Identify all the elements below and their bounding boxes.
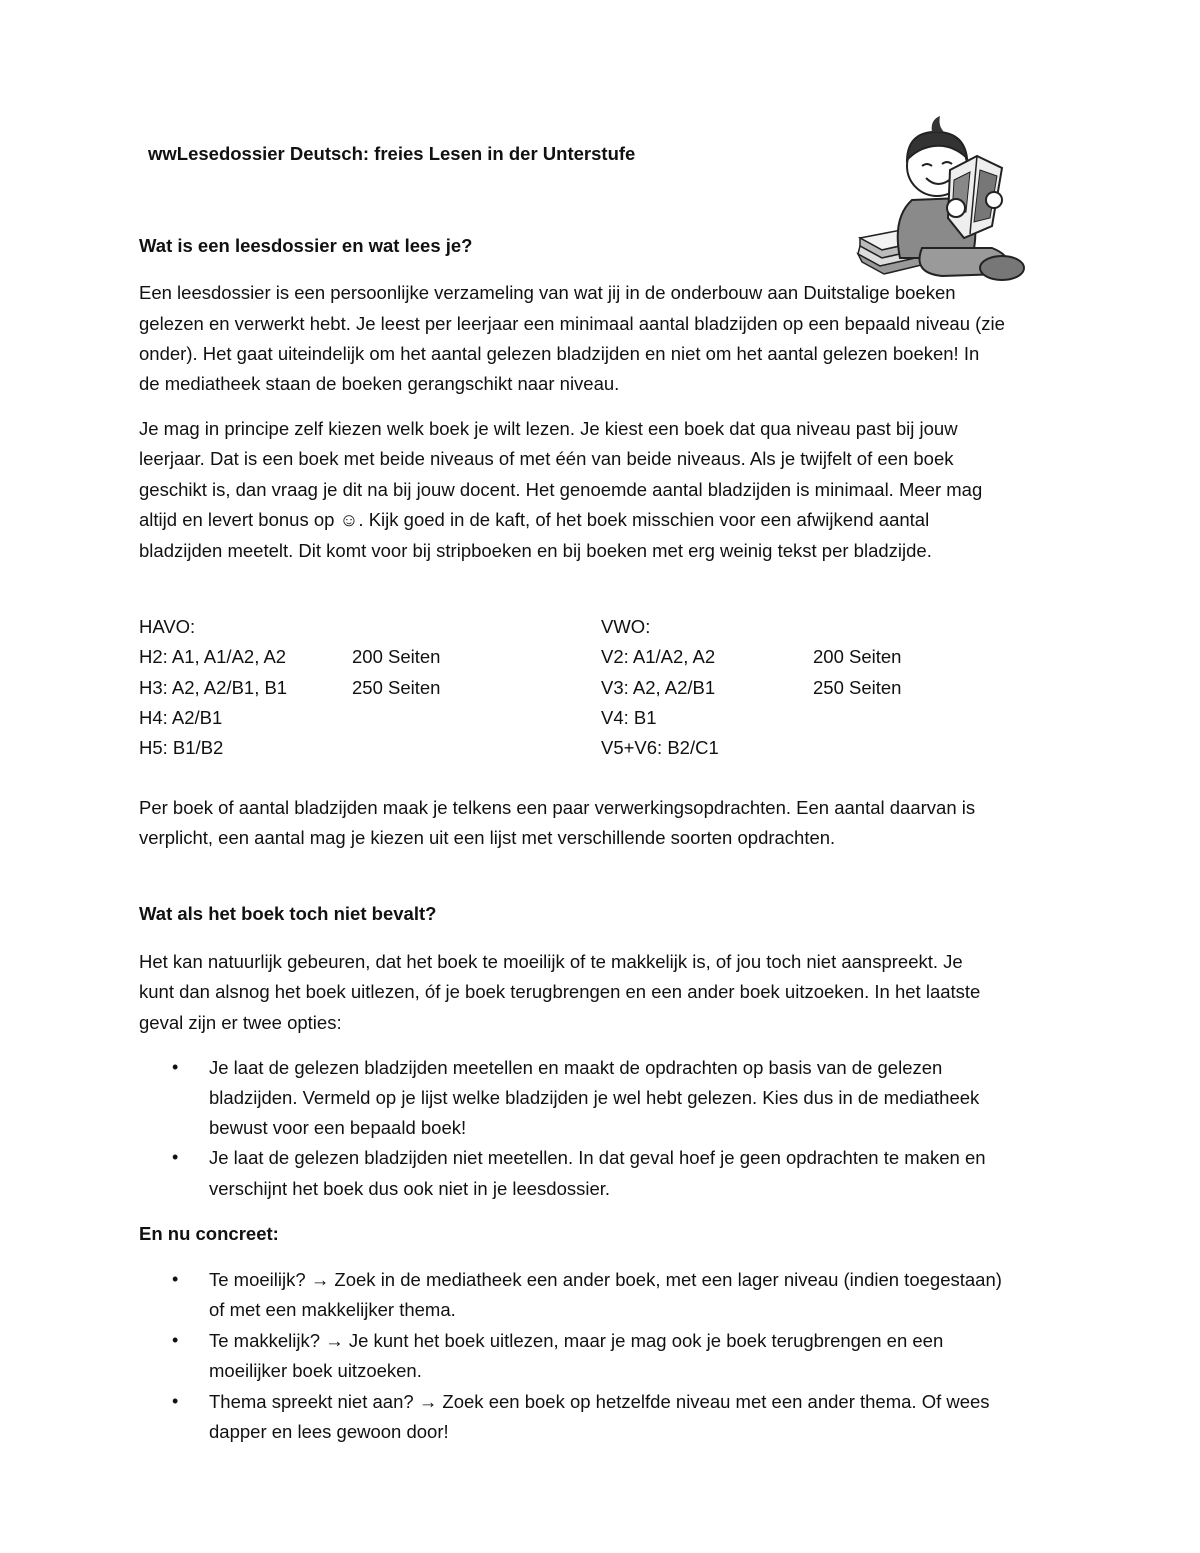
vwo-level: V3: A2, A2/B1 — [601, 677, 716, 698]
paragraph-line: geschikt is, dan vraag je dit na bij jouw docent. Het genoemde aantal bladzijden is minimaal. Meer mag — [139, 479, 983, 500]
havo-level: H4: A2/B1 — [139, 707, 223, 728]
havo-level: H2: A1, A1/A2, A2 — [139, 646, 287, 667]
list-item: dapper en lees gewoon door! — [209, 1421, 449, 1442]
list-item: verschijnt het boek dus ook niet in je leesdossier. — [209, 1178, 611, 1199]
bullet-marker: • — [172, 1330, 179, 1350]
vwo-level: V4: B1 — [601, 707, 657, 728]
list-item: bewust voor een bepaald boek! — [209, 1117, 467, 1138]
paragraph-line: onder). Het gaat uiteindelijk om het aantal gelezen bladzijden en niet om het aantal gelezen boeken! In — [139, 343, 980, 364]
bullet-marker: • — [172, 1391, 179, 1411]
vwo-pages: 200 Seiten — [813, 646, 902, 667]
havo-pages: 200 Seiten — [352, 646, 441, 667]
bullet-marker: • — [172, 1269, 179, 1289]
paragraph-line: Per boek of aantal bladzijden maak je telkens een paar verwerkingsopdrachten. Een aantal daarvan is — [139, 797, 976, 818]
paragraph-line: gelezen en verwerkt hebt. Je leest per leerjaar een minimaal aantal bladzijden op een bepaald niveau (zie — [139, 313, 1005, 334]
bullet-marker: • — [172, 1057, 179, 1077]
vwo-level: V5+V6: B2/C1 — [601, 737, 719, 758]
paragraph-line: altijd en levert bonus op ☺. Kijk goed in de kaft, of het boek misschien voor een afwijkend aantal — [139, 509, 930, 530]
list-item: Te moeilijk? → Zoek in de mediatheek een ander boek, met een lager niveau (indien toegestaan) — [209, 1269, 1002, 1290]
list-item: Thema spreekt niet aan? → Zoek een boek op hetzelfde niveau met een ander thema. Of wees — [209, 1391, 990, 1412]
paragraph-line: geval zijn er twee opties: — [139, 1012, 342, 1033]
vwo-level: V2: A1/A2, A2 — [601, 646, 716, 667]
document-title: wwLesedossier Deutsch: freies Lesen in der Unterstufe — [148, 143, 636, 164]
list-item: of met een makkelijker thema. — [209, 1299, 456, 1320]
paragraph-line: leerjaar. Dat is een boek met beide niveaus of met één van beide niveaus. Als je twijfelt of een boek — [139, 448, 954, 469]
paragraph-line: Je mag in principe zelf kiezen welk boek je wilt lezen. Je kiest een boek dat qua niveau past bij jouw — [139, 418, 958, 439]
paragraph-line: Een leesdossier is een persoonlijke verzameling van wat jij in de onderbouw aan Duitstalige boeken — [139, 282, 956, 303]
list-item: Te makkelijk? → Je kunt het boek uitlezen, maar je mag ook je boek terugbrengen en een — [209, 1330, 944, 1351]
list-item: Je laat de gelezen bladzijden niet meetellen. In dat geval hoef je geen opdrachten te maken en — [209, 1147, 986, 1168]
section-heading: En nu concreet: — [139, 1223, 279, 1244]
reading-child-illustration — [852, 108, 1032, 286]
list-item: moeilijker boek uitzoeken. — [209, 1360, 422, 1381]
paragraph-line: kunt dan alsnog het boek uitlezen, óf je boek terugbrengen en een ander boek uitzoeken. In het laatste — [139, 981, 981, 1002]
vwo-label: VWO: — [601, 616, 651, 637]
bullet-marker: • — [172, 1147, 179, 1167]
paragraph-line: Het kan natuurlijk gebeuren, dat het boek te moeilijk of te makkelijk is, of jou toch niet aanspreekt. Je — [139, 951, 963, 972]
section-heading: Wat is een leesdossier en wat lees je? — [139, 235, 473, 256]
havo-level: H3: A2, A2/B1, B1 — [139, 677, 288, 698]
list-item: bladzijden. Vermeld op je lijst welke bladzijden je wel hebt gelezen. Kies dus in de mediatheek — [209, 1087, 980, 1108]
havo-label: HAVO: — [139, 616, 196, 637]
list-item: Je laat de gelezen bladzijden meetellen en maakt de opdrachten op basis van de gelezen — [209, 1057, 943, 1078]
vwo-pages: 250 Seiten — [813, 677, 902, 698]
paragraph-line: de mediatheek staan de boeken gerangschikt naar niveau. — [139, 373, 620, 394]
paragraph-line: bladzijden meetelt. Dit komt voor bij stripboeken en bij boeken met erg weinig tekst per bladzijde. — [139, 540, 932, 561]
havo-pages: 250 Seiten — [352, 677, 441, 698]
havo-level: H5: B1/B2 — [139, 737, 224, 758]
paragraph-line: verplicht, een aantal mag je kiezen uit een lijst met verschillende soorten opdrachten. — [139, 827, 836, 848]
section-heading: Wat als het boek toch niet bevalt? — [139, 903, 437, 924]
